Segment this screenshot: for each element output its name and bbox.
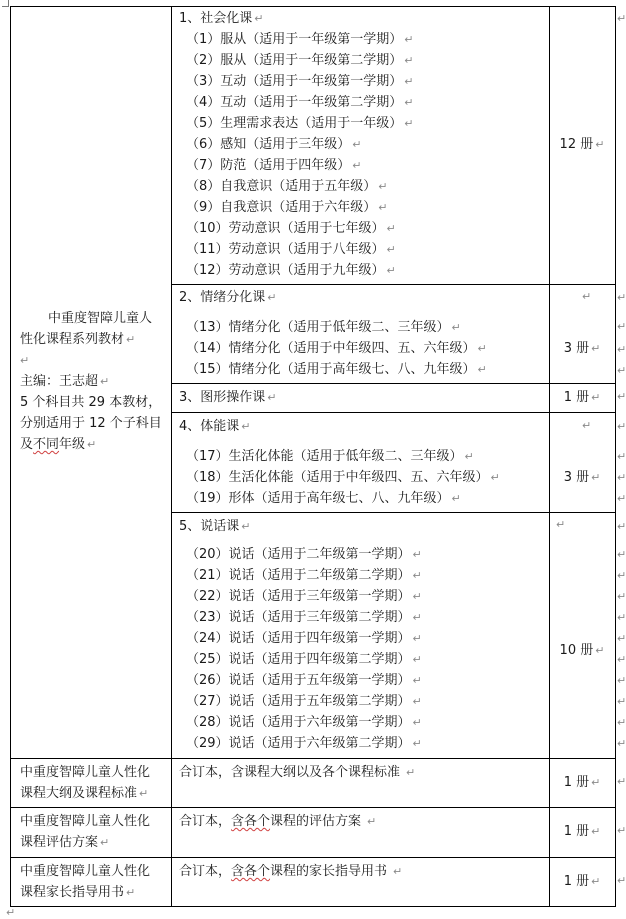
row-description bbox=[179, 764, 415, 782]
paragraph-mark-icon: ↵ bbox=[477, 342, 487, 355]
row-description bbox=[179, 863, 402, 881]
list-item-text: （13）情绪分化（适用于低年级二、三年级） bbox=[186, 320, 450, 335]
list-item-text: （27）说话（适用于五年级第二学期） bbox=[186, 694, 411, 709]
paragraph-mark-icon: ↵ bbox=[139, 787, 149, 800]
list-item bbox=[186, 94, 414, 112]
section-heading-text: 5、说话课 bbox=[179, 519, 240, 534]
row-end-mark-icon: ↵ bbox=[617, 548, 626, 561]
list-item bbox=[186, 319, 461, 337]
paragraph-mark-icon: ↵ bbox=[404, 117, 414, 130]
paragraph-mark-icon: ↵ bbox=[100, 836, 110, 849]
row-divider bbox=[10, 758, 616, 759]
desc-line1 bbox=[20, 394, 161, 412]
volume-count bbox=[549, 774, 615, 792]
paragraph-mark-icon: ↵ bbox=[126, 333, 136, 346]
row-end-mark-icon: ↵ bbox=[617, 291, 626, 304]
list-item-text: （3）互动（适用于一年级第一学期） bbox=[186, 74, 403, 89]
paragraph-mark-icon: ↵ bbox=[254, 12, 264, 25]
row-end-mark-icon: ↵ bbox=[617, 824, 626, 837]
row-end-mark-icon: ↵ bbox=[617, 611, 626, 624]
list-item-text: （7）防范（适用于四年级） bbox=[186, 158, 351, 173]
list-item-text: （2）服从（适用于一年级第二学期） bbox=[186, 53, 403, 68]
section-heading-text: 2、情绪分化课 bbox=[179, 290, 266, 305]
paragraph-mark-icon: ↵ bbox=[378, 180, 388, 193]
list-item-text: （4）互动（适用于一年级第二学期） bbox=[186, 95, 403, 110]
list-item bbox=[186, 178, 388, 196]
table-right-border bbox=[615, 6, 616, 907]
paragraph-mark-icon: ↵ bbox=[591, 471, 601, 484]
list-item bbox=[186, 340, 487, 358]
list-item bbox=[186, 546, 422, 564]
paragraph-mark-icon: ↵ bbox=[241, 520, 251, 533]
row-divider bbox=[10, 857, 616, 858]
paragraph-mark-icon: ↵ bbox=[352, 138, 362, 151]
list-item bbox=[186, 199, 388, 217]
list-item-text: （5）生理需求表达（适用于一年级） bbox=[186, 116, 403, 131]
paragraph-mark-icon: ↵ bbox=[412, 548, 422, 561]
paragraph-mark-icon: ↵ bbox=[412, 632, 422, 645]
volume-count-text: 3 册 bbox=[563, 470, 590, 485]
list-item-text: （9）自我意识（适用于六年级） bbox=[186, 200, 377, 215]
row-end-mark-icon: ↵ bbox=[617, 775, 626, 788]
paragraph-mark-icon: ↵ bbox=[412, 590, 422, 603]
spellcheck-word: 不同 bbox=[33, 437, 60, 452]
paragraph-mark-icon: ↵ bbox=[386, 222, 396, 235]
row-title-line1 bbox=[20, 764, 150, 782]
paragraph-mark-icon: ↵ bbox=[591, 875, 601, 888]
table-left-border bbox=[10, 6, 11, 907]
list-item-text: （10）劳动意识（适用于七年级） bbox=[186, 221, 385, 236]
paragraph-mark-icon: ↵ bbox=[556, 518, 566, 531]
row-description-text: 合订本， bbox=[179, 814, 232, 829]
section-heading-text: 4、体能课 bbox=[179, 419, 240, 434]
list-item-text: （20）说话（适用于二年级第一学期） bbox=[186, 547, 411, 562]
paragraph-mark-icon: ↵ bbox=[412, 737, 422, 750]
list-item-text: （11）劳动意识（适用于八年级） bbox=[186, 242, 385, 257]
desc-line3-text: 年级 bbox=[59, 437, 86, 452]
spellcheck-word: 含各个 bbox=[231, 864, 271, 879]
row-title-line2-text: 课程家长指导用书 bbox=[20, 885, 125, 900]
paragraph-mark-icon: ↵ bbox=[591, 342, 601, 355]
row-end-mark-icon: ↵ bbox=[617, 12, 626, 25]
volume-count bbox=[549, 389, 615, 407]
row-end-mark-icon: ↵ bbox=[617, 520, 626, 533]
paragraph-mark-icon: ↵ bbox=[451, 321, 461, 334]
list-item-text: （8）自我意识（适用于五年级） bbox=[186, 179, 377, 194]
row-end-mark-icon: ↵ bbox=[617, 590, 626, 603]
list-item-text: （24）说话（适用于四年级第一学期） bbox=[186, 631, 411, 646]
desc-line1-text: 5 个科目共 29 本教材， bbox=[20, 395, 162, 410]
list-item-text: （26）说话（适用于五年级第一学期） bbox=[186, 673, 411, 688]
volume-count-text: 3 册 bbox=[563, 341, 590, 356]
row-title-line1 bbox=[20, 863, 150, 881]
list-item bbox=[186, 31, 414, 49]
row-end-mark-icon: ↵ bbox=[617, 874, 626, 887]
row-description bbox=[179, 813, 376, 831]
list-item-text: （18）生活化体能（适用于中年级四、五、六年级） bbox=[186, 470, 489, 485]
left-title-line1 bbox=[48, 310, 152, 328]
section-heading-text: 3、图形操作课 bbox=[179, 390, 266, 405]
paragraph-mark-icon: ↵ bbox=[404, 75, 414, 88]
paragraph-mark-icon: ↵ bbox=[241, 420, 251, 433]
list-item bbox=[186, 73, 414, 91]
list-item-text: （6）感知（适用于三年级） bbox=[186, 137, 351, 152]
editor-text: 主编：王志超 bbox=[20, 374, 99, 389]
row-description-text: 课程的评估方案 bbox=[270, 814, 362, 829]
list-item bbox=[186, 469, 500, 487]
volume-count bbox=[549, 873, 615, 891]
list-item bbox=[186, 672, 422, 690]
left-title-line1-text: 中重度智障儿童人 bbox=[48, 311, 153, 326]
list-item-text: （17）生活化体能（适用于低年级二、三年级） bbox=[186, 449, 463, 464]
table-bottom-border bbox=[10, 906, 616, 907]
volume-count-text: 1 册 bbox=[563, 390, 590, 405]
paragraph-mark-icon: ↵ bbox=[412, 695, 422, 708]
paragraph-mark-icon: ↵ bbox=[404, 96, 414, 109]
list-item bbox=[186, 714, 422, 732]
paragraph-mark-icon: ↵ bbox=[404, 33, 414, 46]
row-end-mark-icon: ↵ bbox=[617, 343, 626, 356]
paragraph-mark-icon: ↵ bbox=[412, 611, 422, 624]
crop-mark bbox=[2, 0, 9, 7]
paragraph-mark-icon: ↵ bbox=[490, 471, 500, 484]
list-item-text: （15）情绪分化（适用于高年级七、八、九年级） bbox=[186, 362, 476, 377]
paragraph-mark-icon: ↵ bbox=[100, 375, 110, 388]
list-item bbox=[186, 115, 414, 133]
list-item bbox=[186, 448, 474, 466]
volume-count-text: 12 册 bbox=[559, 137, 594, 152]
row-title-line1-text: 中重度智障儿童人性化 bbox=[20, 765, 151, 780]
volume-count-text: 1 册 bbox=[563, 824, 590, 839]
paragraph-mark-icon: ↵ bbox=[412, 653, 422, 666]
left-title-line2-text: 性化课程系列教材 bbox=[20, 332, 125, 347]
paragraph-mark-icon: ↵ bbox=[126, 886, 136, 899]
row-title-line2-text: 课程大纲及课程标准 bbox=[20, 786, 138, 801]
row-end-mark-icon: ↵ bbox=[617, 737, 626, 750]
list-item-text: （21）说话（适用于二年级第二学期） bbox=[186, 568, 411, 583]
row-end-mark-icon: ↵ bbox=[617, 674, 626, 687]
list-item bbox=[186, 157, 362, 175]
list-item-text: （1）服从（适用于一年级第一学期） bbox=[186, 32, 403, 47]
row-end-mark-icon: ↵ bbox=[617, 320, 626, 333]
editor-line bbox=[20, 373, 109, 391]
list-item-text: （14）情绪分化（适用于中年级四、五、六年级） bbox=[186, 341, 476, 356]
paragraph-mark-icon: ↵ bbox=[595, 644, 605, 657]
paragraph-mark-icon: ↵ bbox=[404, 54, 414, 67]
row-end-mark-icon: ↵ bbox=[617, 471, 626, 484]
desc-line3-text: 及 bbox=[20, 437, 34, 452]
volume-count bbox=[549, 340, 615, 358]
list-item-text: （28）说话（适用于六年级第一学期） bbox=[186, 715, 411, 730]
volume-count bbox=[549, 469, 615, 487]
list-item bbox=[186, 651, 422, 669]
row-title-line1-text: 中重度智障儿童人性化 bbox=[20, 864, 151, 879]
list-item bbox=[186, 609, 422, 627]
row-end-mark-icon: ↵ bbox=[617, 420, 626, 433]
list-item-text: （22）说话（适用于三年级第一学期） bbox=[186, 589, 411, 604]
paragraph-mark-icon: ↵ bbox=[595, 138, 605, 151]
paragraph-mark-icon: ↵ bbox=[582, 290, 592, 303]
paragraph-mark-icon: ↵ bbox=[591, 825, 601, 838]
table-top-border bbox=[10, 6, 616, 7]
row-end-mark-icon: ↵ bbox=[617, 653, 626, 666]
row-description-text: 合订本，含课程大纲以及各个课程标准 bbox=[179, 765, 401, 780]
paragraph-mark-icon: ↵ bbox=[464, 450, 474, 463]
section-heading bbox=[179, 518, 251, 536]
paragraph-mark-icon: ↵ bbox=[87, 438, 97, 451]
section-heading bbox=[179, 289, 277, 307]
paragraph-mark-icon: ↵ bbox=[412, 569, 422, 582]
list-item bbox=[186, 220, 396, 238]
list-item-text: （29）说话（适用于六年级第二学期） bbox=[186, 736, 411, 751]
paragraph-mark-icon: ↵ bbox=[378, 201, 388, 214]
list-item bbox=[186, 630, 422, 648]
volume-count-text: 1 册 bbox=[563, 874, 590, 889]
row-divider bbox=[10, 807, 616, 808]
row-end-mark-icon: ↵ bbox=[617, 364, 626, 377]
list-item bbox=[186, 693, 422, 711]
paragraph-mark-icon: ↵ bbox=[582, 419, 592, 432]
paragraph-mark-icon: ↵ bbox=[412, 674, 422, 687]
paragraph-mark-icon: ↵ bbox=[267, 291, 277, 304]
section-heading bbox=[179, 389, 277, 407]
paragraph-mark-icon: ↵ bbox=[386, 264, 396, 277]
spellcheck-word: 含各个 bbox=[231, 814, 271, 829]
paragraph-mark-icon: ↵ bbox=[386, 243, 396, 256]
paragraph-mark-icon: ↵ bbox=[352, 159, 362, 172]
row-end-mark-icon: ↵ bbox=[617, 569, 626, 582]
list-item-text: （12）劳动意识（适用于九年级） bbox=[186, 263, 385, 278]
row-end-mark-icon: ↵ bbox=[617, 492, 626, 505]
paragraph-mark-icon: ↵ bbox=[393, 865, 403, 878]
row-title-line1 bbox=[20, 813, 150, 831]
volume-count-text: 10 册 bbox=[559, 643, 594, 658]
list-item bbox=[186, 490, 461, 508]
blank-paragraph bbox=[20, 352, 29, 370]
row-description-text: 课程的家长指导用书 bbox=[270, 864, 388, 879]
paragraph-mark-icon: ↵ bbox=[367, 815, 377, 828]
list-item-text: （23）说话（适用于三年级第二学期） bbox=[186, 610, 411, 625]
paragraph-mark-icon: ↵ bbox=[477, 363, 487, 376]
row-end-mark-icon: ↵ bbox=[617, 632, 626, 645]
volume-count bbox=[549, 642, 615, 660]
section-heading bbox=[179, 418, 251, 436]
list-item bbox=[186, 567, 422, 585]
paragraph-mark-icon: ↵ bbox=[412, 716, 422, 729]
list-item bbox=[186, 241, 396, 259]
row-title-line2 bbox=[20, 834, 109, 852]
desc-line2 bbox=[20, 415, 162, 433]
volume-count bbox=[549, 823, 615, 841]
left-title-line2 bbox=[20, 331, 135, 349]
row-end-mark-icon: ↵ bbox=[617, 450, 626, 463]
paragraph-mark-icon: ↵ bbox=[451, 492, 461, 505]
paragraph-mark-icon: ↵ bbox=[591, 391, 601, 404]
section-heading bbox=[179, 10, 264, 28]
list-item bbox=[186, 52, 414, 70]
row-title-line2 bbox=[20, 884, 135, 902]
desc-line3 bbox=[20, 436, 96, 454]
row-end-mark-icon: ↵ bbox=[617, 716, 626, 729]
list-item bbox=[186, 735, 422, 753]
row-description-text: 合订本， bbox=[179, 864, 232, 879]
paragraph-mark-icon: ↵ bbox=[267, 391, 277, 404]
list-item bbox=[186, 262, 396, 280]
desc-line2-text: 分别适用于 12 个子科目 bbox=[20, 416, 162, 431]
row-title-line2 bbox=[20, 785, 148, 803]
paragraph-mark-icon: ↵ bbox=[20, 354, 30, 367]
paragraph-mark-icon: ↵ bbox=[591, 776, 601, 789]
row-title-line2-text: 课程评估方案 bbox=[20, 835, 99, 850]
list-item bbox=[186, 361, 487, 379]
row-title-line1-text: 中重度智障儿童人性化 bbox=[20, 814, 151, 829]
paragraph-mark-icon: ↵ bbox=[406, 766, 416, 779]
section-heading-text: 1、社会化课 bbox=[179, 11, 253, 26]
column-divider bbox=[171, 6, 172, 907]
row-end-mark-icon: ↵ bbox=[617, 695, 626, 708]
paragraph-mark-icon: ↵ bbox=[6, 906, 16, 919]
row-end-mark-icon: ↵ bbox=[617, 390, 626, 403]
list-item bbox=[186, 588, 422, 606]
volume-count bbox=[549, 136, 615, 154]
list-item-text: （19）形体（适用于高年级七、八、九年级） bbox=[186, 491, 450, 506]
list-item-text: （25）说话（适用于四年级第二学期） bbox=[186, 652, 411, 667]
list-item bbox=[186, 136, 362, 154]
volume-count-text: 1 册 bbox=[563, 775, 590, 790]
